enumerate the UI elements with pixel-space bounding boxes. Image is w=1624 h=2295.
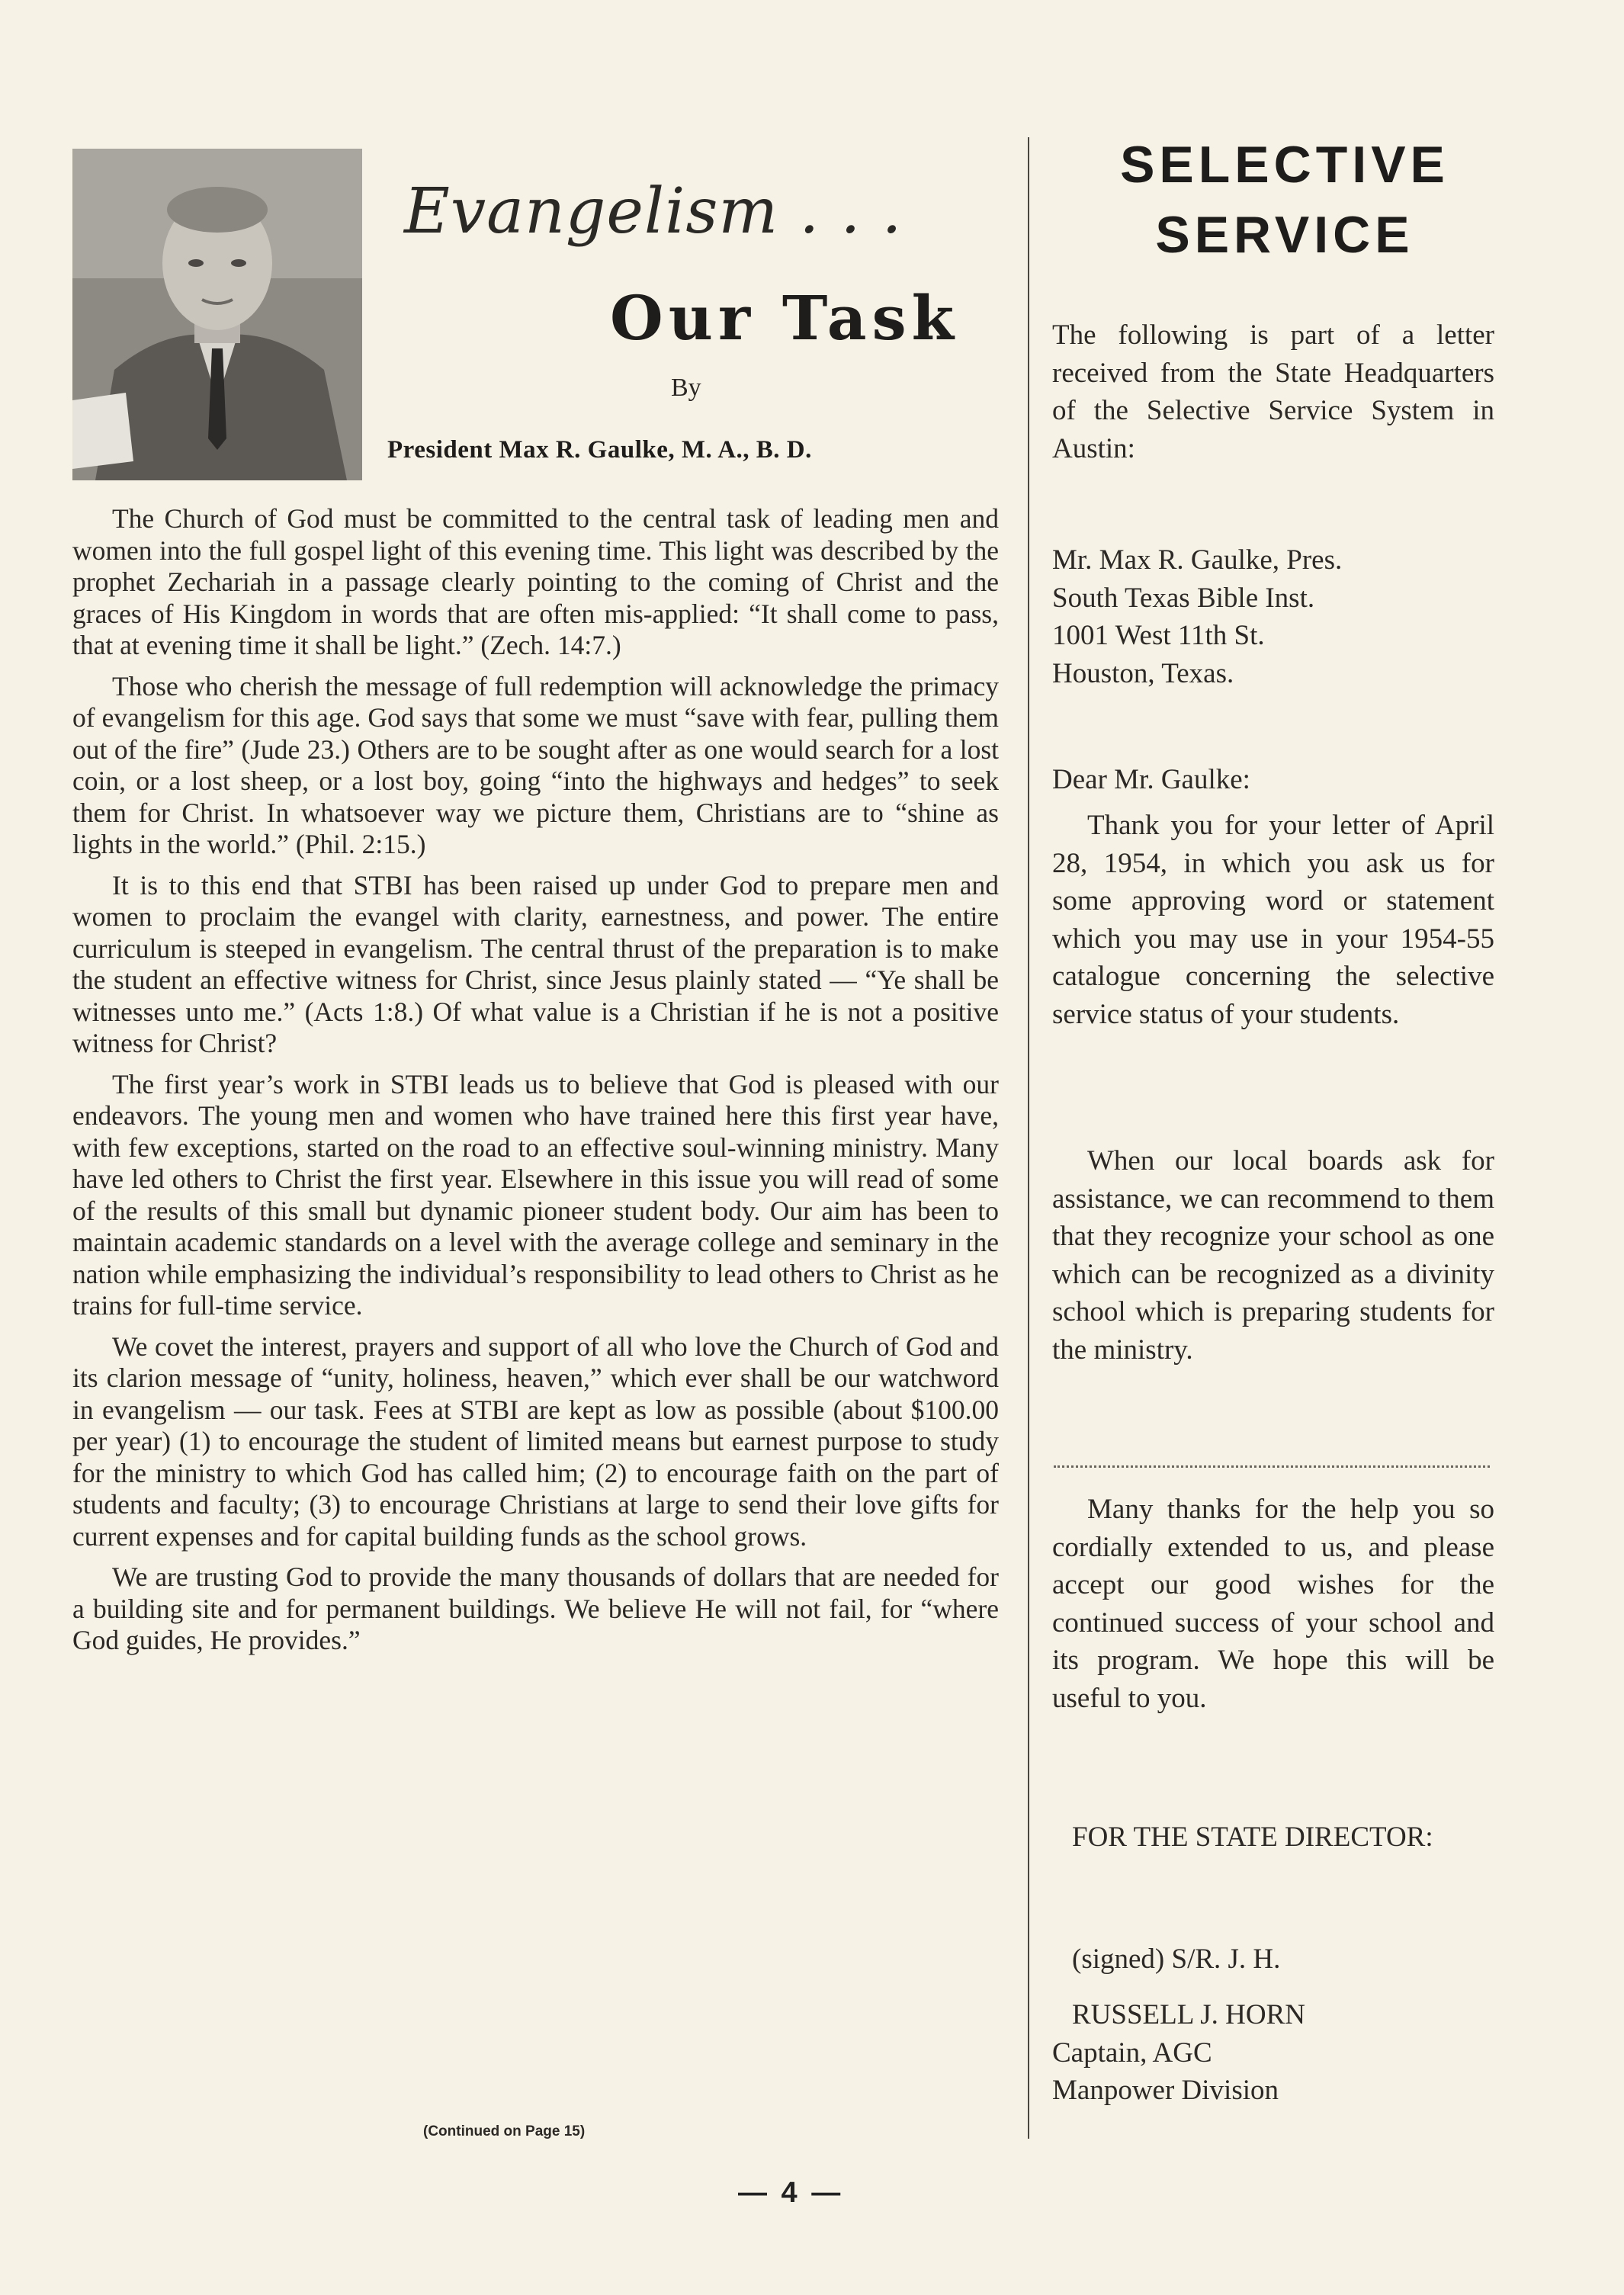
letter-body-3: Many thanks for the help you so cordially extended to us, and please accept our good wishes for the continued success of your school and its program. We hope this will be useful to you.: [1052, 1494, 1494, 1714]
continued-note: (Continued on Page 15): [423, 2123, 586, 2139]
letter-signed-block: [1052, 1940, 1494, 1979]
byline: By: [671, 374, 701, 402]
sidebar-intro-block: [1052, 316, 1494, 467]
letter-body-1-block: [1052, 807, 1494, 1033]
letter-signed: (signed) S/R. J. H.: [1072, 1944, 1281, 1975]
signature-name: RUSSELL J. HORN: [1072, 1999, 1305, 2030]
letter-body-1: Thank you for your letter of April 28, 1954, in which you ask us for some approving word or statement which you may use in your 1954-55 catalogue concerning the selective service status of your students.: [1052, 810, 1494, 1030]
dotted-separator: [1054, 1465, 1490, 1468]
letter-signature: [1052, 1996, 1494, 2110]
address-line: Mr. Max R. Gaulke, Pres.: [1052, 544, 1343, 576]
letter-address: [1052, 541, 1494, 692]
sidebar-intro: The following is part of a letter received from the State Headquarters of the Selective Service System in Austin:: [1052, 319, 1494, 464]
author-photo: [72, 149, 362, 480]
signature-rank: Captain, AGC: [1052, 2037, 1212, 2069]
address-line: South Texas Bible Inst.: [1052, 582, 1315, 614]
article-title: Our Task: [610, 282, 960, 354]
sidebar-title: [1052, 130, 1517, 270]
letter-body-2: When our local boards ask for assistance, we can recommend to them that they recognize your school as one which can be recognized as a divinity school which is preparing students for the ministry.: [1052, 1145, 1494, 1366]
sidebar-title-line: SELECTIVE: [1120, 136, 1449, 194]
article-paragraph: Those who cherish the message of full redemption will acknowledge the primacy of evangelism for this age. God says that some we must “save with fear, pulling them out of the fire” (Jude 23.) Others are to be sought after as one would search for a lost coin, or a lost sheep, or a lost boy, going “into the highways and hedges” to seek them for Christ. In whatsoever way we picture them, Christians are to “shine as lights in the world.” (Phil. 2:15.): [72, 670, 999, 859]
article-paragraph: The Church of God must be committed to the central task of leading men and women into the full gospel light of this evening time. This light was described by the prophet Zechariah in a passage clearly pointing to the coming of Christ and the graces of His Kingdom in words that are often mis-applied: “It shall come to pass, that at evening time it shall be light.” (Zech. 14:7.): [72, 503, 999, 660]
address-line: Houston, Texas.: [1052, 657, 1234, 689]
article-paragraph: The first year’s work in STBI leads us to believe that God is pleased with our endeavors. The young men and women who have trained here this first year have, with few exceptions, started on the road to an effective soul-winning ministry. Many have led others to Christ the first year. Elsewhere in this issue you will read of some of the results of this small but dynamic pioneer student body. Our aim has been to maintain academic standards on a level with the average college and seminary in the nation while emphasizing the individual’s responsibility to lead others to Christ as he trains for full-time service.: [72, 1068, 999, 1321]
script-title: Evangelism . . .: [404, 175, 903, 248]
author-name: President Max R. Gaulke, M. A., B. D.: [387, 436, 812, 464]
letter-salutation: Dear Mr. Gaulke:: [1052, 764, 1250, 795]
author-portrait-image: [72, 149, 362, 480]
address-line: 1001 West 11th St.: [1052, 620, 1265, 651]
letter-salutation-block: [1052, 761, 1494, 799]
article-paragraph: It is to this end that STBI has been raised up under God to prepare men and women to proclaim the evangel with clarity, earnestness, and power. The entire curriculum is steeped in evangelism. The central thrust of the preparation is to make the student an effective witness for Christ, since Jesus plainly stated — “Ye shall be witnesses unto me.” (Acts 1:8.) Of what value is a Christian if he is not a positive witness for Christ?: [72, 869, 999, 1058]
column-divider: [1028, 137, 1029, 2139]
page-number: — 4 —: [738, 2177, 844, 2209]
letter-body-3-block: [1052, 1491, 1494, 1717]
letter-body-2-block: [1052, 1142, 1494, 1369]
article-paragraph: We are trusting God to provide the many thousands of dollars that are needed for a building site and for permanent buildings. We believe He will not fail, for “where God guides, He provides.”: [72, 1562, 999, 1655]
letter-closing-block: [1052, 1818, 1494, 1857]
article-body: [72, 503, 999, 1666]
signature-division: Manpower Division: [1052, 2075, 1279, 2106]
article-paragraph: We covet the interest, prayers and support of all who love the Church of God and its clarion message of “unity, holiness, heaven,” which ever shall be our watchword in evangelism — our task. Fees at STBI are kept as low as possible (about $100.00 per year) (1) to encourage the student of limited means but earnest purpose to study for the ministry to which God has called him; (2) to encourage faith on the part of students and faculty; (3) to encourage Christians at large to send their love gifts for current expenses and for capital building funds as the school grows.: [72, 1330, 999, 1552]
letter-closing: FOR THE STATE DIRECTOR:: [1072, 1822, 1433, 1853]
sidebar-title-line: SERVICE: [1155, 206, 1414, 264]
